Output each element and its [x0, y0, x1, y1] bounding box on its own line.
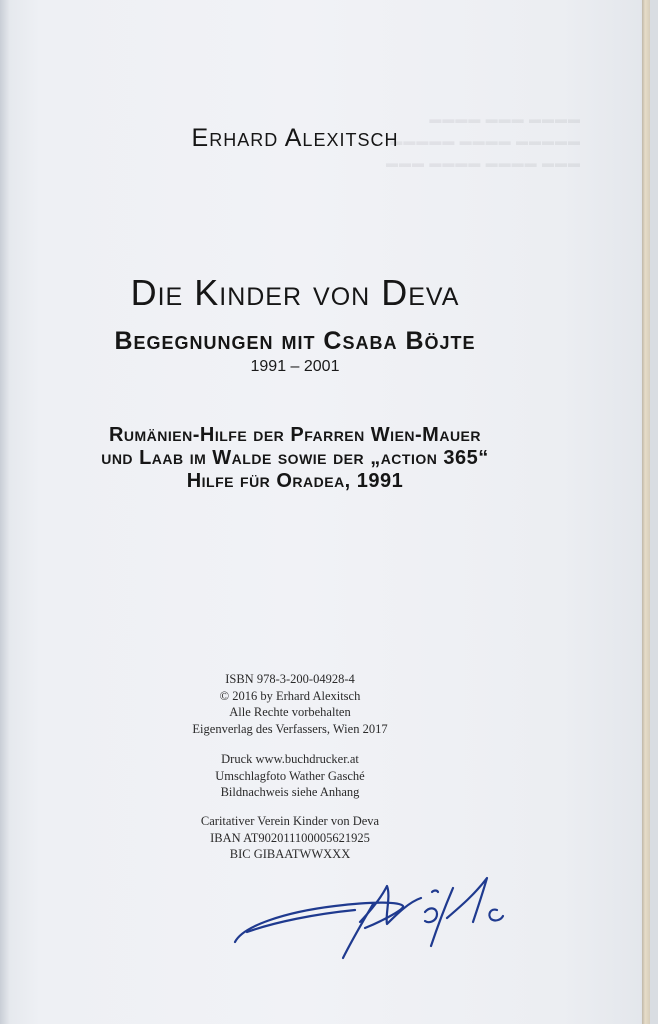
publisher-line: Eigenverlag des Verfassers, Wien 2017	[192, 721, 388, 736]
cover-photo-line: Umschlagfoto Wather Gasché	[215, 768, 365, 783]
book-subtitle: Begegnungen mit Csaba Böjte	[114, 327, 476, 355]
imprint-credits	[140, 751, 440, 801]
dedication-line: Rumänien-Hilfe der Pfarren Wien-Mauer	[108, 424, 482, 446]
imprint-bank	[140, 813, 440, 863]
page-edge	[642, 0, 650, 1024]
iban-line: IBAN AT902011100005621925	[210, 830, 370, 845]
rights-line: Alle Rechte vorbehalten	[229, 705, 351, 719]
dedication-line: und Laab im Walde sowie der „action 365“	[101, 447, 489, 469]
printer-line: Druck www.buchdrucker.at	[221, 752, 359, 766]
bic-line: BIC GIBAATWWXXX	[229, 847, 351, 861]
dedication-line: Hilfe für Oradea, 1991	[186, 470, 404, 492]
image-credits-line: Bildnachweis siehe Anhang	[220, 785, 360, 799]
copyright-line: © 2016 by Erhard Alexitsch	[219, 688, 361, 703]
isbn-line: ISBN 978-3-200-04928-4	[225, 672, 355, 686]
year-range: 1991 – 2001	[250, 358, 340, 375]
association-line: Caritativer Verein Kinder von Deva	[200, 814, 380, 828]
handwritten-signature	[225, 866, 545, 976]
author-name: Erhard Alexitsch	[191, 124, 399, 152]
imprint-publication	[140, 671, 440, 737]
show-through-text: ▬▬▬▬ ▬▬▬ ▬▬▬▬ ▬▬▬▬▬ ▬▬▬▬ ▬▬▬▬▬ ▬▬▬ ▬▬▬▬ ▬▬▬▬ ▬▬▬	[384, 112, 580, 170]
dedication-block	[0, 424, 590, 493]
book-title: Die Kinder von Deva	[130, 272, 460, 313]
